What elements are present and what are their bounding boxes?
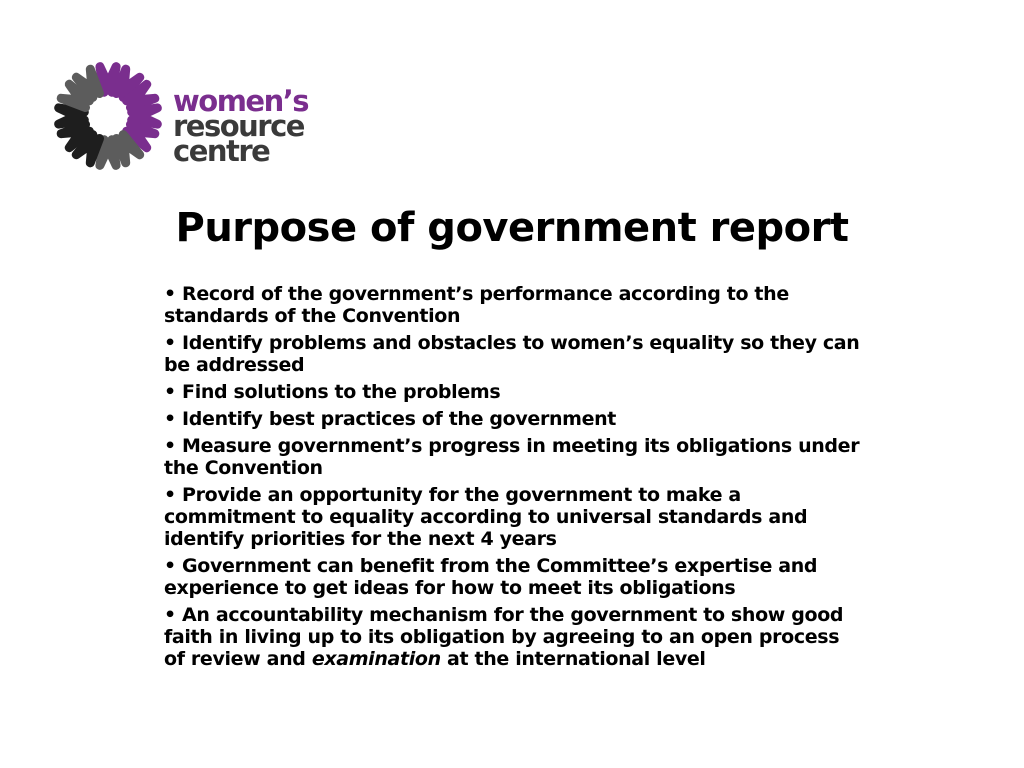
bullet-committee-expertise: • Government can benefit from the Committee’s expertise and experience to get ideas for how to meet its obligations <box>164 555 818 599</box>
logo-wordmark <box>173 84 309 168</box>
bullet-provide-opportunity: • Provide an opportunity for the government to make a commitment to equality according to universal standards and identify priorities for the next 4 years <box>164 484 808 550</box>
logo-line-resource: resource <box>173 109 304 143</box>
bullet-record-performance: • Record of the government’s performance according to the standards of the Convention <box>164 283 789 327</box>
bullet-accountability-emphasis: examination <box>311 648 441 670</box>
bullet-accountability-tail: at the international level <box>440 648 706 670</box>
logo-ring-icon <box>50 58 166 174</box>
bullet-best-practices: • Identify best practices of the government <box>164 408 617 430</box>
womens-resource-centre-logo <box>50 58 320 174</box>
bullet-find-solutions: • Find solutions to the problems <box>164 381 501 403</box>
bullet-accountability-text: • An accountability mechanism for the government to show good faith in living up to its obligation by agreeing to an open process of review and <box>164 604 844 670</box>
bullet-identify-problems: • Identify problems and obstacles to women’s equality so they can be addressed <box>164 332 860 376</box>
logo-line-womens: women’s <box>173 84 309 118</box>
bullet-measure-progress: • Measure government’s progress in meeting its obligations under the Convention <box>164 435 860 479</box>
bullet-accountability-mechanism <box>164 604 864 670</box>
logo-line-centre: centre <box>173 134 270 168</box>
bullet-list <box>164 283 864 675</box>
slide-title: Purpose of government report <box>175 205 849 251</box>
